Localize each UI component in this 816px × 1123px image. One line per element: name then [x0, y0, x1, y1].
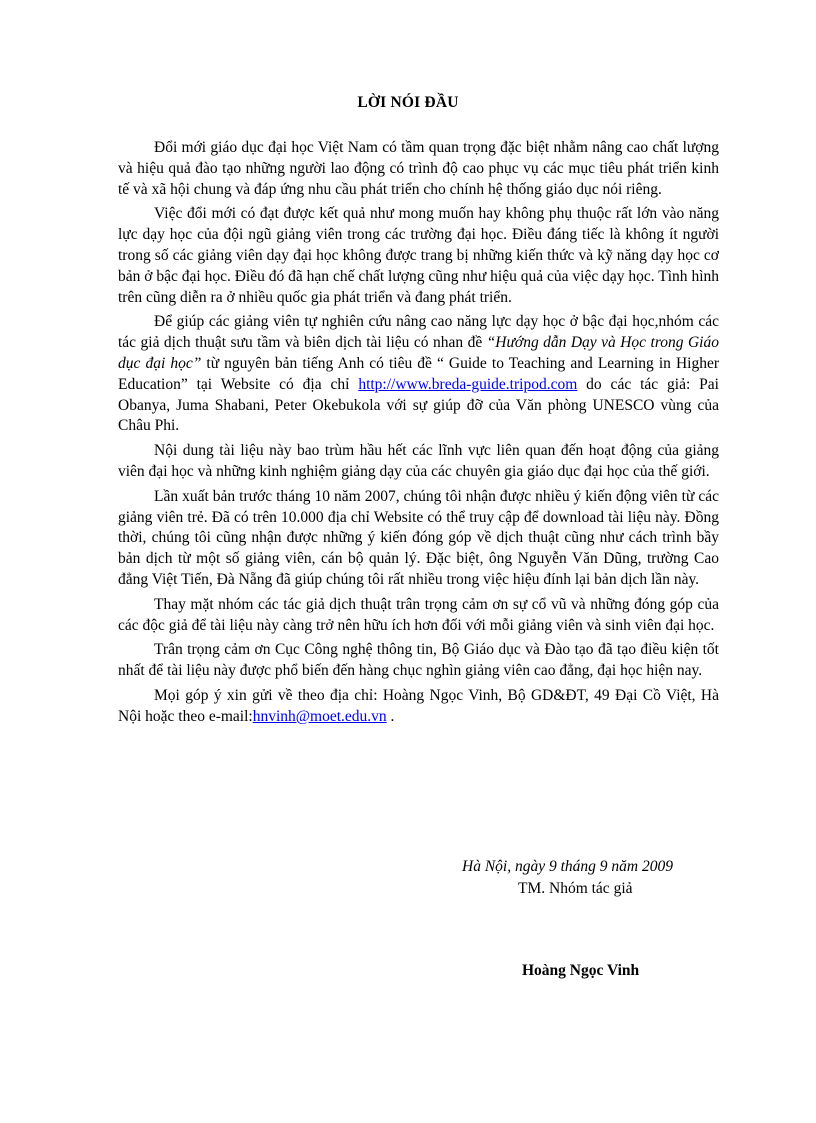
page-title: LỜI NÓI ĐẦU [357, 94, 459, 111]
translated-title: “Hướng dẫn Dạy và Học trong Giáo dục đại học” [118, 334, 719, 372]
place-date: Hà Nội, ngày 9 tháng 9 năm 2009 [462, 858, 673, 875]
paragraph-7: Trân trọng cảm ơn Cục Công nghệ thông tin, Bộ Giáo dục và Đào tạo đã tạo điều kiện tốt nhất để tài liệu này được phổ biến đến hàng chục nghìn giảng viên cao đẳng, đại học hiện nay. [118, 641, 719, 680]
paragraph-8-text-b: . [386, 707, 395, 725]
paragraph-3-text-a: Để giúp các giảng viên tự nghiên cứu nâng cao năng lực dạy học ở bậc đại học,nhóm các tác giả dịch thuật sưu tầm và biên dịch tài liệu có nhan đề [118, 313, 719, 352]
author-name: Hoàng Ngọc Vinh [522, 962, 640, 979]
email-link[interactable]: hnvinh@moet.edu.vn [252, 707, 387, 725]
paragraph-3 [118, 312, 719, 437]
paragraph-4: Nội dung tài liệu này bao trùm hầu hết các lĩnh vực liên quan đến hoạt động của giảng viên đại học và những kinh nghiệm giảng dạy của các chuyên gia giáo dục đại học của thế giới. [118, 442, 719, 480]
paragraph-1: Đổi mới giáo dục đại học Việt Nam có tầm quan trọng đặc biệt nhằm nâng cao chất lượng và hiệu quả đào tạo những người lao động có trình độ cao phục vụ các mục tiêu phát triển kinh tế và xã hội chung và đáp ứng nhu cầu phát triển cho chính hệ thống giáo dục nói riêng. [118, 139, 719, 198]
paragraph-3-text-b: từ nguyên bản tiếng Anh có tiêu đề “ Guide to Teaching and Learning in Higher Education” tại Website có địa chỉ [118, 354, 719, 393]
paragraph-2: Việc đổi mới có đạt được kết quả như mong muốn hay không phụ thuộc rất lớn vào năng lực dạy học của đội ngũ giảng viên trong các trường đại học. Điều đáng tiếc là không ít người trong số các giảng viên dạy đại học không được trang bị những kiến thức và kỹ năng dạy học cơ bản ở bậc đại học. Điều đó đã hạn chế chất lượng cũng như hiệu quả của việc dạy học. Tình hình trên cũng diễn ra ở nhiều quốc gia phát triển và đang phát triển. [118, 205, 719, 306]
paragraph-6: Thay mặt nhóm các tác giả dịch thuật trân trọng cảm ơn sự cổ vũ và những đóng góp của các độc giả để tài liệu này càng trở nên hữu ích hơn đối với mỗi giảng viên và sinh viên đại học. [118, 595, 719, 634]
paragraph-5: Lần xuất bản trước tháng 10 năm 2007, chúng tôi nhận được nhiều ý kiến động viên từ các giảng viên trẻ. Đã có trên 10.000 địa chỉ Website có thể truy cập để download tài liệu này. Đồng thời, chúng tôi cũng nhận được những ý kiến đóng góp về dịch thuật cũng như cách trình bầy bản dịch từ một số giảng viên, cán bộ quản lý. Đặc biệt, ông Nguyễn Văn Dũng, trường Cao đẳng Việt Tiến, Đà Nẵng đã giúp chúng tôi rất nhiều trong việc hiệu đính lại bản dịch lần này. [118, 487, 719, 588]
document-body [118, 138, 719, 732]
paragraph-8 [118, 686, 719, 728]
paragraph-3-text-c: do các tác giả: Pai Obanya, Juma Shabani, Peter Okebukola với sự giúp đỡ của Văn phòng UNESCO vùng của Châu Phi. [118, 375, 719, 435]
website-link[interactable]: http://www.breda-guide.tripod.com [358, 375, 578, 393]
group-label: TM. Nhóm tác giả [518, 880, 633, 897]
paragraph-8-text-a: Mọi góp ý xin gửi về theo địa chỉ: Hoàng Ngọc Vinh, Bộ GD&ĐT, 49 Đại Cồ Việt, Hà Nội hoặc theo e-mail: [118, 686, 719, 725]
